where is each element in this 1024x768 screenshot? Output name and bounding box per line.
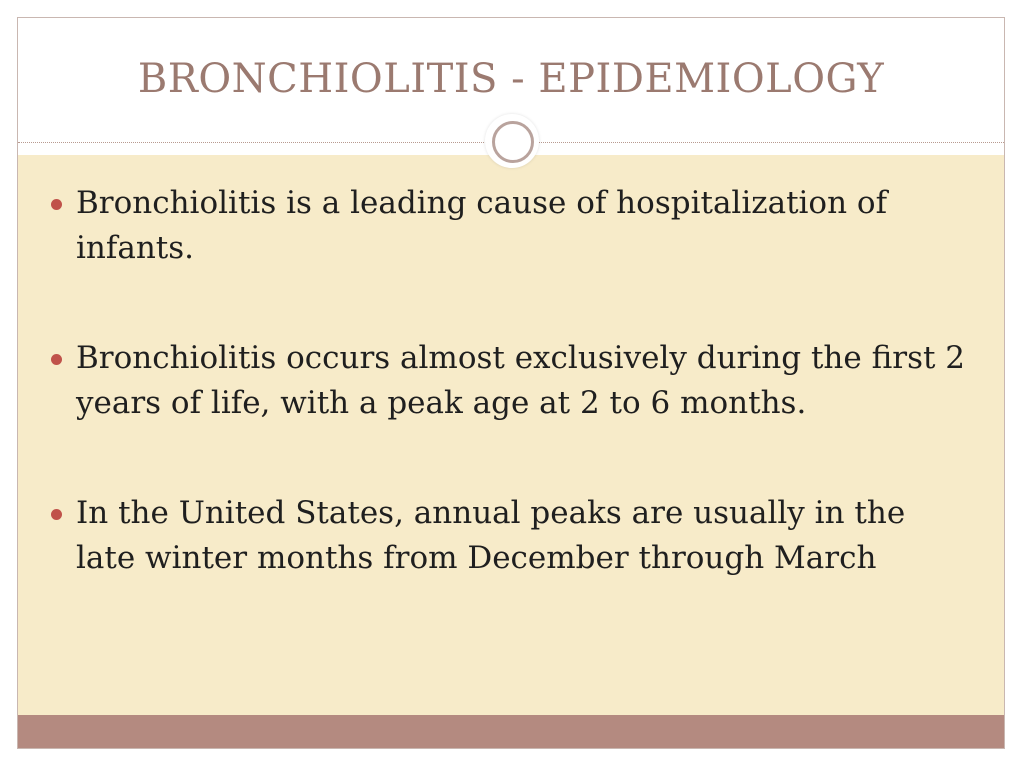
bullet-text-3: In the United States, annual peaks are usually in the late winter months from December through March — [76, 495, 906, 576]
slide — [17, 17, 1005, 749]
footer-bar — [18, 715, 1004, 748]
circle-ring-icon — [492, 121, 534, 163]
slide-title: BRONCHIOLITIS - EPIDEMIOLOGY — [137, 56, 885, 102]
bullet-item-3 — [51, 491, 971, 581]
bullet-list — [51, 181, 971, 646]
bullet-dot-icon — [51, 199, 62, 210]
bullet-text-2: Bronchiolitis occurs almost exclusively during the first 2 years of life, with a peak age at 2 to 6 months. — [76, 340, 966, 421]
bullet-item-2 — [51, 336, 971, 426]
bullet-dot-icon — [51, 509, 62, 520]
circle-ornament-icon — [485, 114, 539, 168]
bullet-text-1: Bronchiolitis is a leading cause of hospitalization of infants. — [76, 185, 888, 266]
bullet-dot-icon — [51, 354, 62, 365]
bullet-item-1 — [51, 181, 971, 271]
